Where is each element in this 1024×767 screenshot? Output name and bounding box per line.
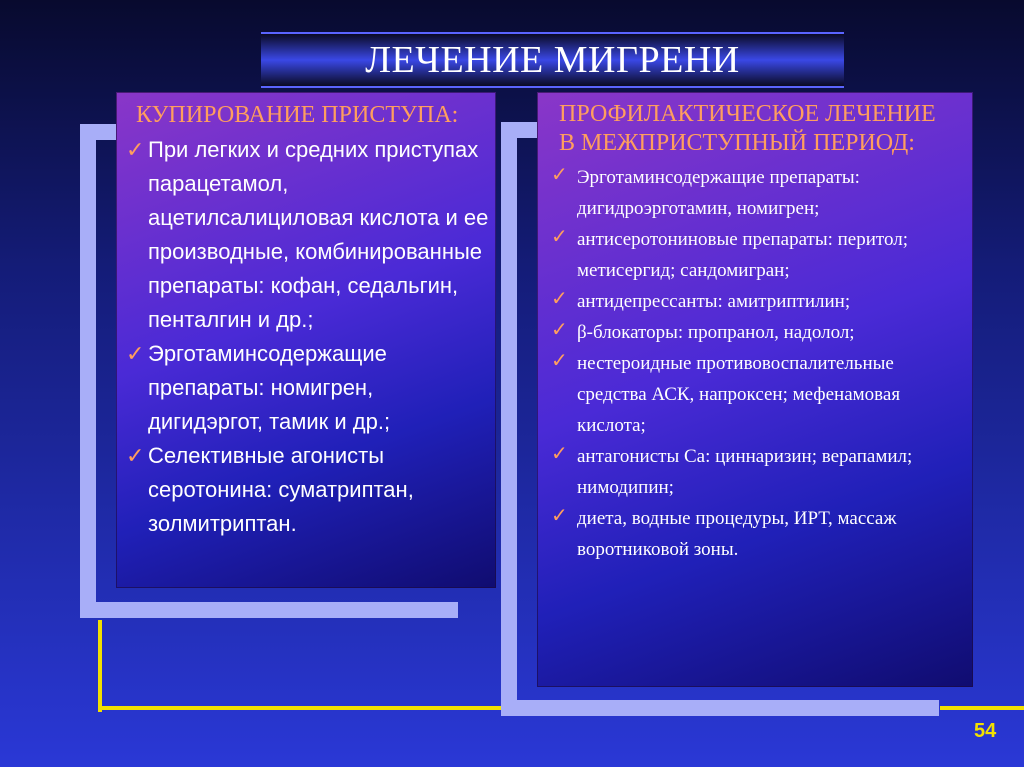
list-item — [551, 286, 967, 317]
check-icon: ✓ — [126, 341, 145, 366]
right-panel-frame-left — [501, 122, 517, 716]
list-item — [124, 439, 490, 541]
heading-line-2: В МЕЖПРИСТУПНЫЙ ПЕРИОД: — [559, 130, 915, 156]
list-item-text: антагонисты Са: циннаризин; верапамил; нимодипин; — [577, 446, 913, 498]
check-icon: ✓ — [551, 288, 568, 310]
page-number: 54 — [974, 720, 997, 742]
list-item-text: Эрготаминсодержащие препараты: дигидроэрготамин, номигрен; — [577, 167, 860, 219]
list-item — [551, 317, 967, 348]
list-item-text: Эрготаминсодержащие препараты: номигрен, дигидэргот, тамик и др.; — [148, 341, 391, 434]
left-panel-frame-left — [80, 124, 96, 618]
check-icon: ✓ — [551, 443, 568, 465]
accent-line-vertical — [98, 620, 102, 712]
list-item-text: антисеротониновые препараты: перитол; метисергид; сандомигран; — [577, 229, 908, 281]
list-item — [124, 133, 490, 337]
preventive-treatment-panel — [537, 92, 973, 687]
list-item — [551, 441, 967, 503]
heading-line-1: ПРОФИЛАКТИЧЕСКОЕ ЛЕЧЕНИЕ — [559, 101, 936, 127]
slide-title: ЛЕЧЕНИЕ МИГРЕНИ — [365, 39, 740, 81]
check-icon: ✓ — [126, 443, 145, 468]
right-panel-frame-bottom — [501, 700, 939, 716]
acute-treatment-list — [116, 133, 496, 541]
list-item — [124, 337, 490, 439]
list-item-text: Селективные агонисты серотонина: суматриптан, золмитриптан. — [148, 443, 414, 536]
check-icon: ✓ — [551, 319, 568, 341]
check-icon: ✓ — [551, 505, 568, 527]
list-item-text: β-блокаторы: пропранол, надолол; — [577, 322, 855, 343]
check-icon: ✓ — [551, 226, 568, 248]
check-icon: ✓ — [551, 164, 568, 186]
list-item-text: При легких и средних приступах парацетамол, ацетилсалициловая кислота и ее производные, комбинированные препараты: кофан, седальгин, пенталгин и др.; — [148, 137, 489, 332]
list-item-text: нестероидные противовоспалительные средства АСК, напроксен; мефенамовая кислота; — [577, 353, 901, 436]
accent-line-horizontal-right — [940, 706, 1024, 710]
title-bar — [261, 32, 844, 88]
list-item — [551, 503, 967, 565]
left-panel-frame-top — [80, 124, 116, 140]
list-item — [551, 224, 967, 286]
list-item — [551, 348, 967, 441]
acute-treatment-heading: КУПИРОВАНИЕ ПРИСТУПА: — [136, 102, 459, 128]
acute-treatment-panel — [116, 92, 496, 588]
check-icon: ✓ — [126, 137, 145, 162]
preventive-treatment-heading — [537, 92, 973, 158]
list-item-text: диета, водные процедуры, ИРТ, массаж воротниковой зоны. — [577, 508, 897, 560]
list-item — [551, 162, 967, 224]
check-icon: ✓ — [551, 350, 568, 372]
accent-line-horizontal — [98, 706, 502, 710]
preventive-treatment-list — [537, 162, 973, 565]
right-panel-frame-top — [501, 122, 537, 138]
list-item-text: антидепрессанты: амитриптилин; — [577, 291, 851, 312]
left-panel-frame-bottom — [80, 602, 458, 618]
